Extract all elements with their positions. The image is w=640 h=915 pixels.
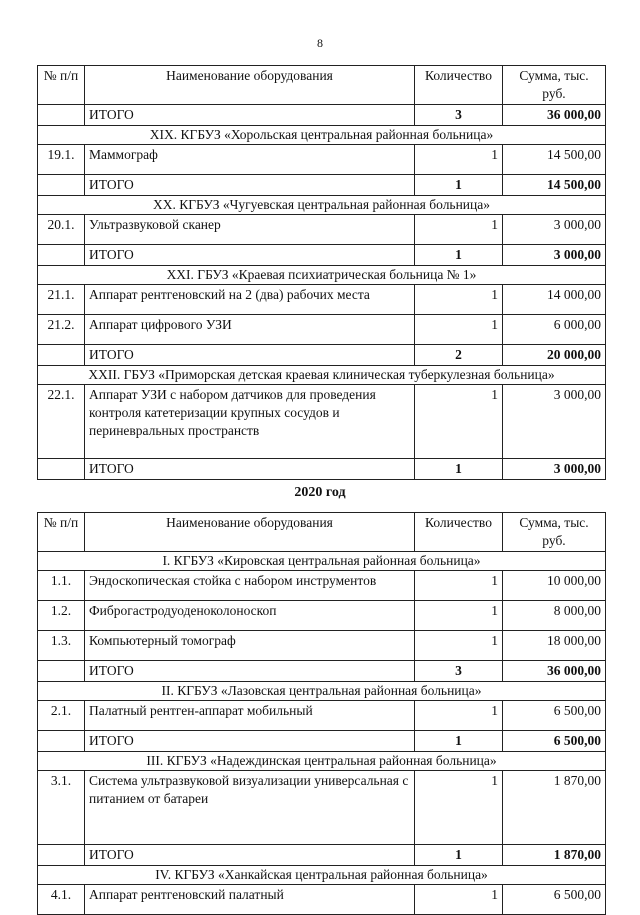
section-title: I. КГБУЗ «Кировская центральная районная больница»: [38, 552, 606, 571]
row-number: 1.2.: [38, 601, 85, 631]
equipment-name: ИТОГО: [85, 845, 415, 866]
table-row: [38, 285, 606, 315]
row-number: 4.1.: [38, 885, 85, 915]
section-row: [38, 126, 606, 145]
equipment-name: Эндоскопическая стойка с набором инструментов: [85, 571, 415, 601]
total-row: [38, 459, 606, 480]
equipment-name: ИТОГО: [85, 731, 415, 752]
header-equipment-name: Наименование оборудования: [85, 66, 415, 105]
table-row: [38, 315, 606, 345]
equipment-name: ИТОГО: [85, 175, 415, 196]
row-number: [38, 345, 85, 366]
table-header-row: [38, 66, 606, 105]
sum: 36 000,00: [503, 661, 606, 682]
header-quantity: Количество: [415, 513, 503, 552]
sum: 1 870,00: [503, 845, 606, 866]
row-number: 1.1.: [38, 571, 85, 601]
row-number: [38, 661, 85, 682]
sum: 6 500,00: [503, 701, 606, 731]
equipment-name: ИТОГО: [85, 345, 415, 366]
table-row: [38, 145, 606, 175]
table-row: [38, 215, 606, 245]
sum: 1 870,00: [503, 771, 606, 845]
quantity: 1: [415, 701, 503, 731]
equipment-name: ИТОГО: [85, 105, 415, 126]
equipment-table-continued: [37, 65, 606, 480]
equipment-name: Фиброгастродуоденоколоноскоп: [85, 601, 415, 631]
quantity: 1: [415, 385, 503, 459]
sum: 3 000,00: [503, 215, 606, 245]
quantity: 1: [415, 215, 503, 245]
sum: 18 000,00: [503, 631, 606, 661]
sum: 8 000,00: [503, 601, 606, 631]
quantity: 1: [415, 771, 503, 845]
section-title: XX. КГБУЗ «Чугуевская центральная районная больница»: [38, 196, 606, 215]
year-heading: 2020 год: [294, 485, 346, 500]
total-row: [38, 175, 606, 196]
sum: 20 000,00: [503, 345, 606, 366]
equipment-name: ИТОГО: [85, 661, 415, 682]
row-number: 2.1.: [38, 701, 85, 731]
section-title: II. КГБУЗ «Лазовская центральная районная больница»: [38, 682, 606, 701]
header-sum: Сумма, тыс. руб.: [503, 513, 606, 552]
quantity: 1: [415, 571, 503, 601]
quantity: 1: [415, 631, 503, 661]
total-row: [38, 661, 606, 682]
sum: 14 500,00: [503, 145, 606, 175]
sum: 3 000,00: [503, 385, 606, 459]
total-row: [38, 345, 606, 366]
row-number: [38, 845, 85, 866]
row-number: 19.1.: [38, 145, 85, 175]
row-number: [38, 175, 85, 196]
row-number: 3.1.: [38, 771, 85, 845]
total-row: [38, 105, 606, 126]
section-row: [38, 682, 606, 701]
row-number: [38, 731, 85, 752]
section-row: [38, 752, 606, 771]
equipment-name: Аппарат цифрового УЗИ: [85, 315, 415, 345]
section-title: XXII. ГБУЗ «Приморская детская краевая клиническая туберкулезная больница»: [38, 366, 606, 385]
table-row: [38, 601, 606, 631]
row-number: 1.3.: [38, 631, 85, 661]
equipment-name: Аппарат УЗИ с набором датчиков для проведения контроля катетеризации крупных сосудов и периневральных пространств: [85, 385, 415, 459]
section-title: XXI. ГБУЗ «Краевая психиатрическая больница № 1»: [38, 266, 606, 285]
table-row: [38, 771, 606, 845]
row-number: 21.1.: [38, 285, 85, 315]
equipment-name: Компьютерный томограф: [85, 631, 415, 661]
table-header-row: [38, 513, 606, 552]
section-row: [38, 196, 606, 215]
sum: 14 000,00: [503, 285, 606, 315]
section-title: XIX. КГБУЗ «Хорольская центральная районная больница»: [38, 126, 606, 145]
row-number: 22.1.: [38, 385, 85, 459]
total-row: [38, 845, 606, 866]
section-row: [38, 366, 606, 385]
quantity: 1: [415, 175, 503, 196]
sum: 6 000,00: [503, 315, 606, 345]
header-equipment-name: Наименование оборудования: [85, 513, 415, 552]
row-number: [38, 459, 85, 480]
quantity: 1: [415, 459, 503, 480]
quantity: 1: [415, 145, 503, 175]
header-sum: Сумма, тыс. руб.: [503, 66, 606, 105]
table-row: [38, 885, 606, 915]
equipment-name: ИТОГО: [85, 245, 415, 266]
quantity: 1: [415, 285, 503, 315]
quantity: 1: [415, 845, 503, 866]
table-row: [38, 701, 606, 731]
section-row: [38, 866, 606, 885]
sum: 6 500,00: [503, 731, 606, 752]
row-number: [38, 245, 85, 266]
row-number: 21.2.: [38, 315, 85, 345]
equipment-name: Аппарат рентгеновский на 2 (два) рабочих места: [85, 285, 415, 315]
equipment-name: Система ультразвуковой визуализации универсальная с питанием от батареи: [85, 771, 415, 845]
table-row: [38, 571, 606, 601]
equipment-name: Палатный рентген-аппарат мобильный: [85, 701, 415, 731]
section-row: [38, 552, 606, 571]
quantity: 1: [415, 315, 503, 345]
sum: 3 000,00: [503, 245, 606, 266]
quantity: 1: [415, 601, 503, 631]
header-quantity: Количество: [415, 66, 503, 105]
total-row: [38, 245, 606, 266]
sum: 6 500,00: [503, 885, 606, 915]
section-title: IV. КГБУЗ «Ханкайская центральная районная больница»: [38, 866, 606, 885]
quantity: 3: [415, 661, 503, 682]
quantity: 1: [415, 245, 503, 266]
equipment-name: Ультразвуковой сканер: [85, 215, 415, 245]
header-number: № п/п: [38, 513, 85, 552]
section-row: [38, 266, 606, 285]
quantity: 3: [415, 105, 503, 126]
equipment-name: Аппарат рентгеновский палатный: [85, 885, 415, 915]
row-number: [38, 105, 85, 126]
table-row: [38, 385, 606, 459]
quantity: 2: [415, 345, 503, 366]
table-row: [38, 631, 606, 661]
total-row: [38, 731, 606, 752]
equipment-table-2020: [37, 512, 606, 915]
quantity: 1: [415, 885, 503, 915]
row-number: 20.1.: [38, 215, 85, 245]
sum: 36 000,00: [503, 105, 606, 126]
page-number: 8: [317, 36, 323, 50]
sum: 10 000,00: [503, 571, 606, 601]
quantity: 1: [415, 731, 503, 752]
equipment-name: Маммограф: [85, 145, 415, 175]
equipment-name: ИТОГО: [85, 459, 415, 480]
section-title: III. КГБУЗ «Надеждинская центральная районная больница»: [38, 752, 606, 771]
sum: 3 000,00: [503, 459, 606, 480]
sum: 14 500,00: [503, 175, 606, 196]
header-number: № п/п: [38, 66, 85, 105]
